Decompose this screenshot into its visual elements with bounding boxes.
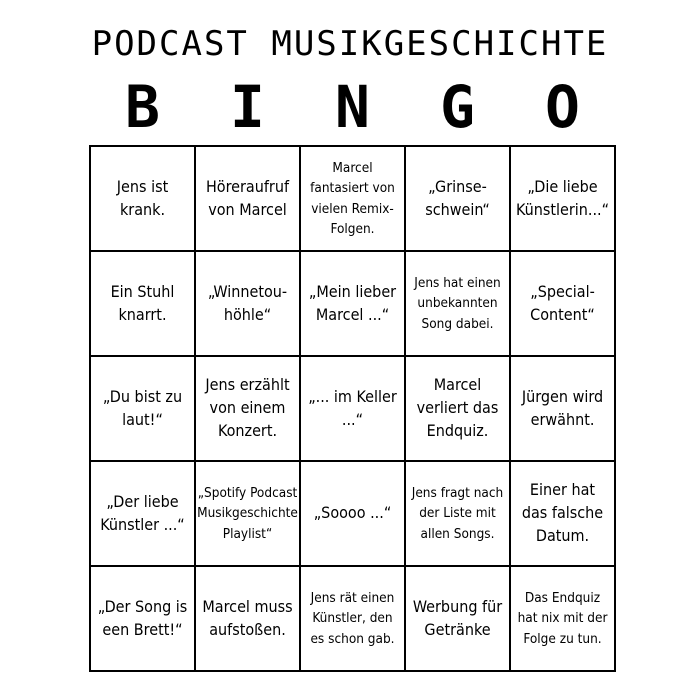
bingo-cell-text: Marcel muss aufstoßen. — [202, 596, 293, 639]
bingo-cell-text: Jens erzählt von einem Konzert. — [205, 375, 290, 440]
bingo-cell[interactable] — [196, 567, 301, 672]
bingo-cell[interactable] — [91, 462, 196, 567]
bingo-letter-n: N — [335, 73, 370, 141]
bingo-cell-text: „... im Keller ...“ — [308, 386, 397, 429]
bingo-cell-text: Ein Stuhl knarrt. — [110, 281, 175, 324]
bingo-letter-i: I — [230, 73, 265, 141]
bingo-cell[interactable] — [91, 252, 196, 357]
bingo-cell-text: Das Endquiz hat nix mit der Folge zu tun. — [517, 590, 608, 647]
bingo-cell[interactable] — [511, 567, 616, 672]
bingo-cell[interactable] — [406, 147, 511, 252]
bingo-cell-text: „Spotify Podcast Musikgeschichte Playlist“ — [197, 485, 298, 542]
bingo-cell[interactable] — [91, 357, 196, 462]
bingo-cell-text: Einer hat das falsche Datum. — [521, 480, 604, 545]
bingo-cell[interactable] — [511, 357, 616, 462]
bingo-cell-text: „Grinse-schwein“ — [425, 176, 490, 219]
bingo-letter-b: B — [125, 73, 160, 141]
bingo-cell-text: „Mein lieber Marcel ...“ — [308, 281, 397, 324]
bingo-cell[interactable] — [196, 147, 301, 252]
bingo-cell-text: „Winnetou-höhle“ — [207, 281, 288, 324]
bingo-cell-text: Höreraufruf von Marcel — [205, 176, 290, 219]
bingo-cell-text: „Der Song is een Brett!“ — [97, 596, 188, 639]
bingo-cell-text: Marcel verliert das Endquiz. — [416, 375, 499, 440]
bingo-grid — [89, 145, 616, 672]
bingo-cell-text: „Du bist zu laut!“ — [102, 386, 183, 429]
bingo-cell[interactable] — [511, 252, 616, 357]
bingo-cell-text: „Special-Content“ — [530, 281, 595, 324]
bingo-cell[interactable] — [301, 147, 406, 252]
bingo-cell-text: Jens ist krank. — [116, 176, 169, 219]
bingo-cell[interactable] — [196, 252, 301, 357]
bingo-cell[interactable] — [301, 357, 406, 462]
bingo-cell-text: „Der liebe Künstler ...“ — [100, 491, 185, 534]
bingo-cell-text: Jürgen wird erwähnt. — [521, 386, 604, 429]
page-title: PODCAST MUSIKGESCHICHTE — [91, 24, 609, 64]
bingo-cell[interactable] — [406, 462, 511, 567]
bingo-cell-text: Jens fragt nach der Liste mit allen Songs. — [411, 485, 504, 542]
bingo-cell[interactable] — [301, 462, 406, 567]
bingo-cell[interactable] — [511, 147, 616, 252]
bingo-cell-text: „Die liebe Künstlerin...“ — [515, 176, 610, 219]
bingo-cell[interactable] — [91, 567, 196, 672]
bingo-cell[interactable] — [406, 252, 511, 357]
bingo-letter-g: G — [440, 73, 475, 141]
bingo-cell-text: Werbung für Getränke — [412, 596, 503, 639]
bingo-cell-text: Jens hat einen unbekannten Song dabei. — [414, 275, 501, 332]
bingo-cell[interactable] — [406, 357, 511, 462]
bingo-cell-text: Jens rät einen Künstler, den es schon gab. — [310, 590, 395, 647]
bingo-cell[interactable] — [91, 147, 196, 252]
bingo-cell[interactable] — [511, 462, 616, 567]
bingo-header — [90, 74, 615, 140]
bingo-cell[interactable] — [196, 357, 301, 462]
bingo-cell[interactable] — [301, 567, 406, 672]
bingo-cell-text: Marcel fantasiert von vielen Remix-Folgen. — [310, 160, 395, 237]
bingo-cell-text: „Soooo ...“ — [313, 503, 392, 523]
bingo-cell[interactable] — [406, 567, 511, 672]
bingo-cell[interactable] — [301, 252, 406, 357]
bingo-cell[interactable] — [196, 462, 301, 567]
bingo-letter-o: O — [545, 73, 580, 141]
